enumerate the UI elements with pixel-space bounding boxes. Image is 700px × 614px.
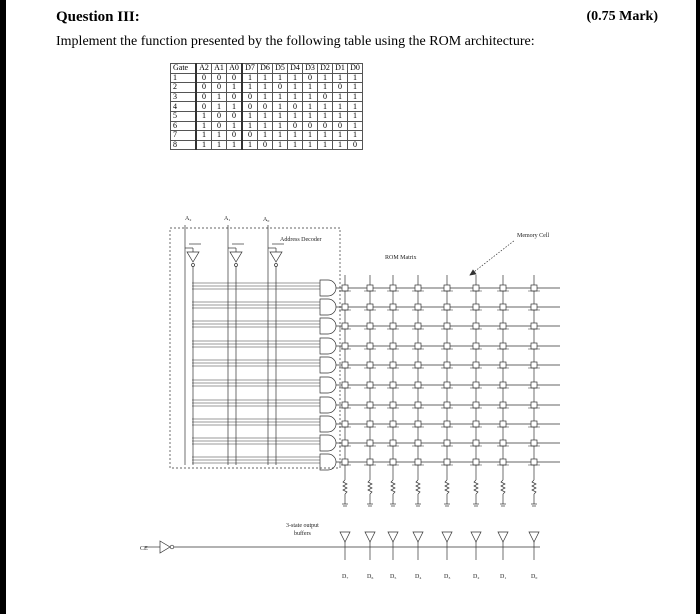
- memory-cell: [367, 304, 373, 310]
- buffers-label-line1: 3-state output: [286, 523, 319, 529]
- truth-table-cell: 1: [227, 140, 243, 150]
- truth-table-cell: 1: [318, 83, 333, 93]
- pull-resistor: [501, 480, 505, 494]
- truth-table-cell: 1: [333, 92, 348, 102]
- memory-cell: [342, 402, 348, 408]
- truth-table-cell: 1: [333, 111, 348, 121]
- and-gate: [320, 318, 336, 334]
- truth-table-cell: 1: [333, 140, 348, 150]
- truth-table-cell: 0: [196, 92, 212, 102]
- memory-cell: [367, 459, 373, 465]
- truth-table-cell: 1: [348, 121, 363, 131]
- truth-table-cell: 0: [242, 102, 258, 112]
- question-mark: (0.75 Mark): [586, 9, 658, 24]
- truth-table-cell: 1: [242, 73, 258, 83]
- memory-cell: [531, 382, 537, 388]
- memory-cell: [390, 382, 396, 388]
- memory-cell: [500, 382, 506, 388]
- truth-table-cell: 1: [318, 102, 333, 112]
- memory-cell: [342, 285, 348, 291]
- ce-label: CE: [140, 546, 148, 552]
- truth-table-cell: 1: [212, 102, 227, 112]
- memory-cell: [415, 440, 421, 446]
- truth-table-cell: 1: [273, 102, 288, 112]
- truth-table-cell: 1: [303, 92, 318, 102]
- memory-cell: [531, 304, 537, 310]
- memory-cell: [531, 285, 537, 291]
- truth-table-cell: 0: [196, 102, 212, 112]
- memory-cell: [500, 343, 506, 349]
- truth-table-cell: 1: [196, 131, 212, 141]
- truth-table-cell: 1: [333, 73, 348, 83]
- pull-resistor: [445, 480, 449, 494]
- memory-cell-pointer: [470, 240, 515, 275]
- pull-resistor: [368, 480, 372, 494]
- question-title: Question III:: [56, 9, 140, 25]
- memory-cell: [473, 343, 479, 349]
- truth-table-cell: 1: [171, 73, 197, 83]
- output-label: D₀: [531, 574, 538, 580]
- memory-cell: [415, 343, 421, 349]
- truth-table-header-cell: D2: [318, 64, 333, 74]
- memory-cell: [367, 440, 373, 446]
- truth-table-cell: 0: [258, 102, 273, 112]
- address-decoder-label: Address Decoder: [280, 237, 322, 243]
- memory-cell: [390, 459, 396, 465]
- truth-table-cell: 0: [333, 83, 348, 93]
- truth-table-cell: 1: [333, 131, 348, 141]
- address-decoder-box: [170, 228, 340, 468]
- memory-cell: [367, 285, 373, 291]
- tristate-buffer: [388, 532, 398, 542]
- truth-table-cell: 1: [242, 83, 258, 93]
- truth-table-cell: 1: [258, 111, 273, 121]
- truth-table-cell: 1: [333, 102, 348, 112]
- memory-cell: [531, 362, 537, 368]
- truth-table-cell: 1: [273, 121, 288, 131]
- memory-cell: [390, 362, 396, 368]
- truth-table-cell: 0: [333, 121, 348, 131]
- memory-cell: [390, 343, 396, 349]
- memory-cell: [444, 440, 450, 446]
- memory-cell: [415, 323, 421, 329]
- truth-table-header-cell: A0: [227, 64, 243, 74]
- and-gate: [320, 377, 336, 393]
- memory-cell: [444, 382, 450, 388]
- memory-cell: [500, 440, 506, 446]
- memory-cell: [342, 323, 348, 329]
- truth-table-cell: 6: [171, 121, 197, 131]
- truth-table-cell: 1: [273, 131, 288, 141]
- truth-table-cell: 0: [258, 140, 273, 150]
- memory-cell: [342, 440, 348, 446]
- memory-cell: [390, 402, 396, 408]
- memory-cell: [342, 343, 348, 349]
- memory-cell: [473, 382, 479, 388]
- memory-cell: [444, 459, 450, 465]
- truth-table-cell: 1: [348, 111, 363, 121]
- truth-table-cell: 0: [303, 121, 318, 131]
- and-gate: [320, 435, 336, 451]
- output-label: D₃: [444, 574, 451, 580]
- memory-cell: [444, 362, 450, 368]
- memory-cell: [473, 402, 479, 408]
- truth-table-cell: 1: [318, 131, 333, 141]
- question-text: Implement the function presented by the following table using the ROM architecture:: [56, 34, 535, 49]
- truth-table-cell: 1: [196, 111, 212, 121]
- truth-table-cell: 2: [171, 83, 197, 93]
- ce-bubble: [170, 545, 174, 549]
- memory-cell: [500, 362, 506, 368]
- truth-table-cell: 1: [348, 92, 363, 102]
- truth-table-cell: 0: [227, 111, 243, 121]
- truth-table-cell: 1: [227, 102, 243, 112]
- memory-cell: [390, 421, 396, 427]
- and-gate: [320, 299, 336, 315]
- memory-cell: [415, 382, 421, 388]
- and-gate: [320, 280, 336, 296]
- truth-table-cell: 1: [288, 111, 303, 121]
- truth-table-cell: 1: [273, 73, 288, 83]
- output-label: D₄: [415, 574, 422, 580]
- and-gate: [320, 416, 336, 432]
- truth-table-cell: 0: [288, 121, 303, 131]
- truth-table-header-cell: D1: [333, 64, 348, 74]
- truth-table-cell: 1: [348, 83, 363, 93]
- memory-cell: [500, 323, 506, 329]
- pull-resistor: [532, 480, 536, 494]
- truth-table-cell: 3: [171, 92, 197, 102]
- truth-table-cell: 8: [171, 140, 197, 150]
- truth-table-cell: 1: [242, 111, 258, 121]
- memory-cell: [473, 421, 479, 427]
- buffers-label-line2: buffers: [294, 531, 311, 537]
- output-label: D₂: [473, 574, 480, 580]
- memory-cell: [531, 323, 537, 329]
- truth-table-header-cell: Gate: [171, 64, 197, 74]
- memory-cell: [415, 304, 421, 310]
- truth-table-cell: 0: [212, 111, 227, 121]
- truth-table-cell: 1: [242, 121, 258, 131]
- memory-cell: [500, 421, 506, 427]
- truth-table-cell: 4: [171, 102, 197, 112]
- truth-table-cell: 1: [258, 83, 273, 93]
- memory-cell: [444, 421, 450, 427]
- memory-cell: [390, 440, 396, 446]
- memory-cell: [342, 459, 348, 465]
- truth-table-cell: 1: [242, 140, 258, 150]
- memory-cell: [531, 343, 537, 349]
- truth-table-cell: 1: [196, 121, 212, 131]
- truth-table-cell: 1: [273, 92, 288, 102]
- truth-table-cell: 0: [318, 92, 333, 102]
- truth-table-cell: 1: [196, 140, 212, 150]
- truth-table-cell: 0: [227, 73, 243, 83]
- memory-cell: [444, 304, 450, 310]
- memory-cell: [444, 402, 450, 408]
- memory-cell: [367, 323, 373, 329]
- truth-table-cell: 1: [212, 92, 227, 102]
- truth-table-cell: 0: [303, 73, 318, 83]
- memory-cell: [473, 304, 479, 310]
- memory-cell-label: Memory Cell: [517, 233, 550, 239]
- tristate-buffer: [498, 532, 508, 542]
- memory-cell: [342, 304, 348, 310]
- rom-matrix-label: ROM Matrix: [385, 255, 417, 261]
- memory-cell: [473, 362, 479, 368]
- truth-table-cell: 1: [273, 140, 288, 150]
- truth-table-cell: 1: [348, 131, 363, 141]
- truth-table-header-cell: D3: [303, 64, 318, 74]
- memory-cell: [531, 440, 537, 446]
- pull-resistor: [416, 480, 420, 494]
- tristate-buffer: [471, 532, 481, 542]
- memory-cell: [415, 402, 421, 408]
- memory-cell: [390, 285, 396, 291]
- memory-cell: [500, 402, 506, 408]
- truth-table-cell: 5: [171, 111, 197, 121]
- output-label: D₁: [500, 574, 507, 580]
- memory-cell: [444, 323, 450, 329]
- truth-table-cell: 1: [288, 73, 303, 83]
- inverter-triangle: [270, 252, 282, 262]
- truth-table-cell: 1: [258, 92, 273, 102]
- memory-cell: [415, 421, 421, 427]
- memory-cell: [473, 323, 479, 329]
- truth-table-cell: 1: [348, 102, 363, 112]
- truth-table-header-cell: D4: [288, 64, 303, 74]
- input-a1-label: A₁: [224, 216, 231, 222]
- and-gate: [320, 357, 336, 373]
- pull-resistor: [391, 480, 395, 494]
- memory-cell: [342, 421, 348, 427]
- tristate-buffer: [365, 532, 375, 542]
- output-label: D₇: [342, 574, 349, 580]
- truth-table-cell: 1: [303, 140, 318, 150]
- truth-table-cell: 1: [258, 121, 273, 131]
- truth-table-header-cell: D0: [348, 64, 363, 74]
- truth-table-cell: 0: [273, 83, 288, 93]
- truth-table-cell: 1: [318, 140, 333, 150]
- memory-cell: [500, 285, 506, 291]
- input-a2-label: A₂: [185, 216, 192, 222]
- memory-cell: [473, 459, 479, 465]
- truth-table-cell: 1: [212, 140, 227, 150]
- ce-buffer: [160, 541, 170, 553]
- truth-table-cell: 1: [303, 102, 318, 112]
- truth-table-cell: 0: [288, 102, 303, 112]
- memory-cell: [415, 459, 421, 465]
- tristate-buffer: [413, 532, 423, 542]
- tristate-buffer: [442, 532, 452, 542]
- memory-cell: [444, 285, 450, 291]
- truth-table-cell: 0: [212, 121, 227, 131]
- inverter-triangle: [187, 252, 199, 262]
- memory-cell: [531, 421, 537, 427]
- truth-table-cell: 1: [318, 111, 333, 121]
- truth-table-cell: 1: [273, 111, 288, 121]
- truth-table-cell: 1: [303, 131, 318, 141]
- and-gate: [320, 397, 336, 413]
- memory-cell: [531, 402, 537, 408]
- truth-table-cell: 1: [288, 92, 303, 102]
- truth-table-cell: 0: [196, 83, 212, 93]
- truth-table-cell: 1: [288, 131, 303, 141]
- memory-cell: [415, 362, 421, 368]
- truth-table-header-cell: D7: [242, 64, 258, 74]
- memory-cell: [390, 323, 396, 329]
- memory-cell: [367, 362, 373, 368]
- truth-table-cell: 1: [212, 131, 227, 141]
- memory-cell: [390, 304, 396, 310]
- truth-table-cell: 1: [227, 83, 243, 93]
- tristate-buffer: [340, 532, 350, 542]
- truth-table-cell: 1: [303, 83, 318, 93]
- truth-table-cell: 0: [227, 131, 243, 141]
- memory-cell: [367, 402, 373, 408]
- truth-table-cell: 0: [227, 92, 243, 102]
- truth-table-cell: 0: [242, 92, 258, 102]
- output-label: D₅: [390, 574, 397, 580]
- memory-cell: [500, 459, 506, 465]
- memory-cell: [342, 382, 348, 388]
- truth-table-cell: 0: [212, 83, 227, 93]
- truth-table-cell: 0: [212, 73, 227, 83]
- truth-table-cell: 0: [196, 73, 212, 83]
- input-a0-label: A₀: [263, 217, 270, 223]
- memory-cell: [367, 343, 373, 349]
- memory-cell: [342, 362, 348, 368]
- truth-table-header-cell: D6: [258, 64, 273, 74]
- truth-table-header-cell: D5: [273, 64, 288, 74]
- truth-table-header-cell: A1: [212, 64, 227, 74]
- memory-cell: [367, 421, 373, 427]
- truth-table-cell: 1: [288, 83, 303, 93]
- memory-cell: [531, 459, 537, 465]
- tristate-buffer: [529, 532, 539, 542]
- memory-cell: [444, 343, 450, 349]
- memory-cell: [367, 382, 373, 388]
- and-gate: [320, 454, 336, 470]
- truth-table-cell: 1: [227, 121, 243, 131]
- pull-resistor: [474, 480, 478, 494]
- and-gate: [320, 338, 336, 354]
- inverter-triangle: [230, 252, 242, 262]
- memory-cell: [415, 285, 421, 291]
- truth-table-cell: 0: [318, 121, 333, 131]
- output-label: D₆: [367, 574, 374, 580]
- truth-table-cell: 1: [258, 73, 273, 83]
- truth-table-header-cell: A2: [196, 64, 212, 74]
- truth-table-cell: 0: [242, 131, 258, 141]
- truth-table-cell: 7: [171, 131, 197, 141]
- truth-table-cell: 1: [258, 131, 273, 141]
- truth-table-cell: 1: [288, 140, 303, 150]
- truth-table-cell: 0: [348, 140, 363, 150]
- memory-cell: [473, 440, 479, 446]
- truth-table-cell: 1: [348, 73, 363, 83]
- truth-table-cell: 1: [318, 73, 333, 83]
- pull-resistor: [343, 480, 347, 494]
- memory-cell: [500, 304, 506, 310]
- truth-table-cell: 1: [303, 111, 318, 121]
- memory-cell: [473, 285, 479, 291]
